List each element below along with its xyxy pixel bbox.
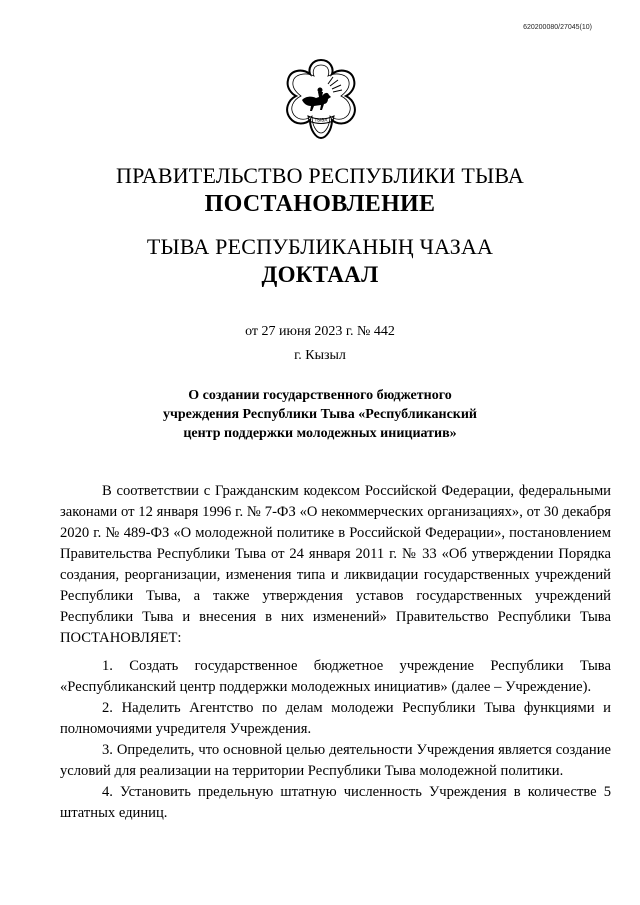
decree-city: г. Кызыл bbox=[294, 348, 346, 363]
decree-item: 2. Наделить Агентство по делам молодежи Республики Тыва функциями и полномочиями учредителя Учреждения. bbox=[60, 700, 611, 737]
decree-item: 1. Создать государственное бюджетное учреждение Республики Тыва «Республиканский центр поддержки молодежных инициатив» (далее – Учреждение). bbox=[60, 658, 611, 695]
coat-of-arms-icon bbox=[278, 56, 364, 142]
decree-date-number: от 27 июня 2023 г. № 442 bbox=[245, 324, 395, 339]
decree-subject bbox=[0, 386, 640, 443]
emblem-label: ТЫВА bbox=[314, 118, 328, 124]
government-title: ПРАВИТЕЛЬСТВО РЕСПУБЛИКИ ТЫВА bbox=[116, 163, 524, 188]
decree-items bbox=[60, 656, 611, 824]
preamble-paragraph bbox=[60, 481, 611, 649]
decree-item: 4. Установить предельную штатную численность Учреждения в количестве 5 штатных единиц. bbox=[60, 784, 611, 821]
preamble-text: В соответствии с Гражданским кодексом Российской Федерации, федеральными законами от 12 января 1996 г. № 7-ФЗ «О некоммерческих организациях», от 30 декабря 2020 г. № 489-ФЗ «О молодежной политике в Российской Федерации», постановлением Правительства Республики Тыва от 24 января 2011 г. № 33 «Об утверждении Порядка создания, реорганизации, изменения типа и ликвидации государственных учреждений Республики Тыва, а также утверждения уставов государственных учреждений Республики Тыва и внесения в них изменений» Правительство Республики Тыва ПОСТАНОВЛЯЕТ: bbox=[60, 483, 611, 646]
subject-line: О создании государственного бюджетного bbox=[188, 388, 452, 403]
subject-line: центр поддержки молодежных инициатив» bbox=[183, 426, 457, 441]
government-title-tyva: ТЫВА РЕСПУБЛИКАНЫҢ ЧАЗАА bbox=[146, 234, 494, 259]
document-number: 620200080/27045(10) bbox=[523, 24, 592, 31]
decree-title: ПОСТАНОВЛЕНИЕ bbox=[204, 191, 436, 217]
decree-title-tyva: ДОКТААЛ bbox=[261, 262, 379, 287]
subject-line: учреждения Республики Тыва «Республиканский bbox=[163, 407, 477, 422]
decree-item: 3. Определить, что основной целью деятельности Учреждения является создание условий для реализации на территории Республики Тыва молодежной политики. bbox=[60, 742, 611, 779]
